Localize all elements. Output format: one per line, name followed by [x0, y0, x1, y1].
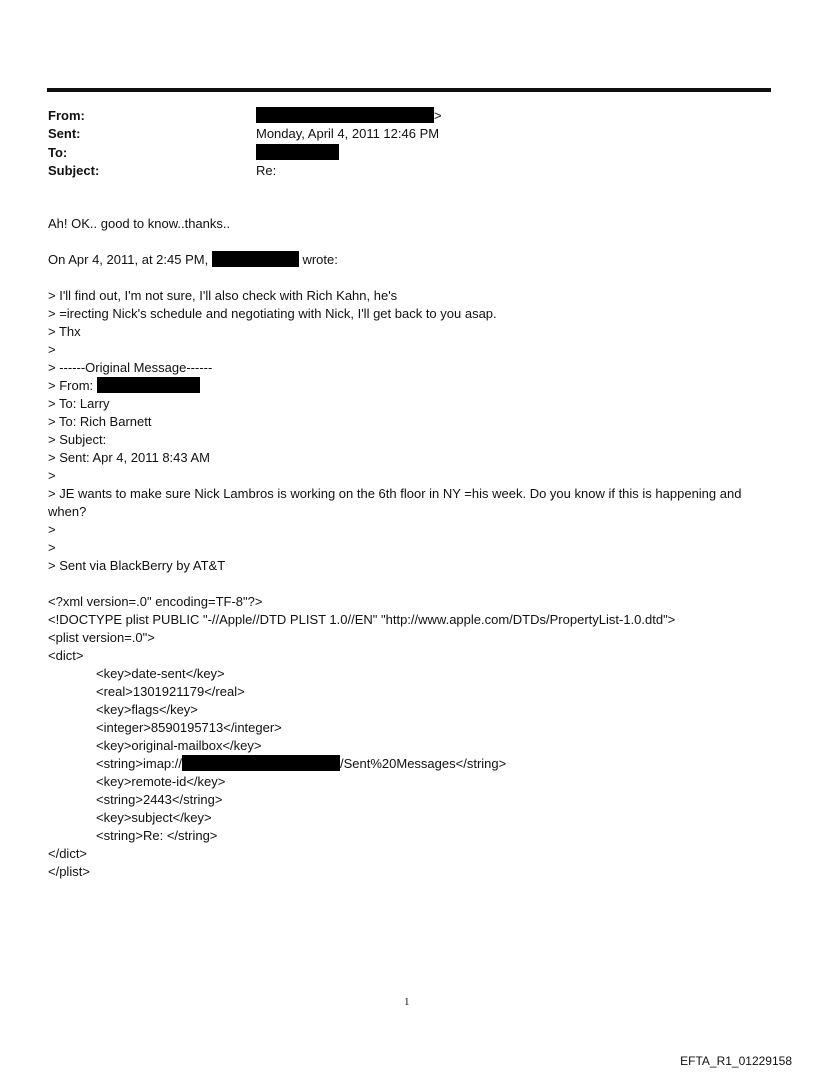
plist-line: <key>date-sent</key> [96, 666, 225, 681]
plist-line: <plist version=.0"> [48, 630, 155, 645]
plist-line: </dict> [48, 846, 88, 861]
plist-line: <string>Re: </string> [96, 828, 218, 843]
to-value [256, 144, 339, 162]
quoted-line: > JE wants to make sure Nick Lambros is working on the 6th floor in NY =his week. Do you know if this is happening and when? [48, 486, 742, 519]
sent-label: Sent: [48, 126, 81, 141]
from-value [256, 107, 442, 125]
redaction-box [97, 377, 200, 393]
subject-value: Re: [256, 163, 277, 178]
imap-suffix: /Sent%20Messages</string> [340, 756, 507, 771]
plist-line: <real>1301921179</real> [96, 684, 245, 699]
quoted-line: > To: Larry [48, 396, 110, 411]
plist-line: <key>remote-id</key> [96, 774, 226, 789]
plist-line: <key>original-mailbox</key> [96, 738, 262, 753]
attribution-prefix: On Apr 4, 2011, at 2:45 PM, [48, 252, 209, 267]
sent-value: Monday, April 4, 2011 12:46 PM [256, 126, 440, 141]
quoted-line: > I'll find out, I'm not sure, I'll also check with Rich Kahn, he's [48, 288, 398, 303]
redaction-box [256, 107, 434, 123]
attribution-suffix: wrote: [302, 252, 338, 267]
quoted-from-line [48, 377, 778, 395]
redaction-box [182, 755, 340, 771]
header-rule [47, 88, 771, 92]
quoted-line: > Subject: [48, 432, 107, 447]
redaction-box [212, 251, 299, 267]
quoted-from-label: > From: [48, 378, 94, 393]
attribution-line [48, 251, 778, 269]
plist-line: <!DOCTYPE plist PUBLIC "-//Apple//DTD PLIST 1.0//EN" "http://www.apple.com/DTDs/PropertyList-1.0.dtd"> [48, 612, 676, 627]
quoted-line: > [48, 540, 56, 555]
message-body [48, 215, 778, 881]
plist-line: <?xml version=.0" encoding=TF-8"?> [48, 594, 263, 609]
reply-text: Ah! OK.. good to know..thanks.. [48, 216, 231, 231]
quoted-line: > ------Original Message------ [48, 360, 213, 375]
plist-line: <string>2443</string> [96, 792, 223, 807]
plist-line: <key>subject</key> [96, 810, 212, 825]
quoted-line: > Sent: Apr 4, 2011 8:43 AM [48, 450, 211, 465]
subject-label: Subject: [48, 163, 100, 178]
plist-line: <dict> [48, 648, 84, 663]
quoted-line: > Thx [48, 324, 81, 339]
page-number: 1 [404, 996, 410, 1008]
from-label: From: [48, 108, 85, 123]
to-label: To: [48, 145, 68, 160]
redaction-box [256, 144, 339, 160]
quoted-line: > [48, 342, 56, 357]
document-id: EFTA_R1_01229158 [680, 1054, 792, 1068]
quoted-line: > Sent via BlackBerry by AT&T [48, 558, 226, 573]
quoted-line: > =irecting Nick's schedule and negotiating with Nick, I'll get back to you asap. [48, 306, 497, 321]
quoted-line: > [48, 468, 56, 483]
plist-line: </plist> [48, 864, 90, 879]
from-suffix: > [434, 108, 442, 123]
plist-imap-line [48, 755, 778, 773]
quoted-line: > To: Rich Barnett [48, 414, 152, 429]
plist-line: <key>flags</key> [96, 702, 198, 717]
quoted-line: > [48, 522, 56, 537]
plist-line: <integer>8590195713</integer> [96, 720, 282, 735]
imap-prefix: <string>imap:// [96, 756, 182, 771]
